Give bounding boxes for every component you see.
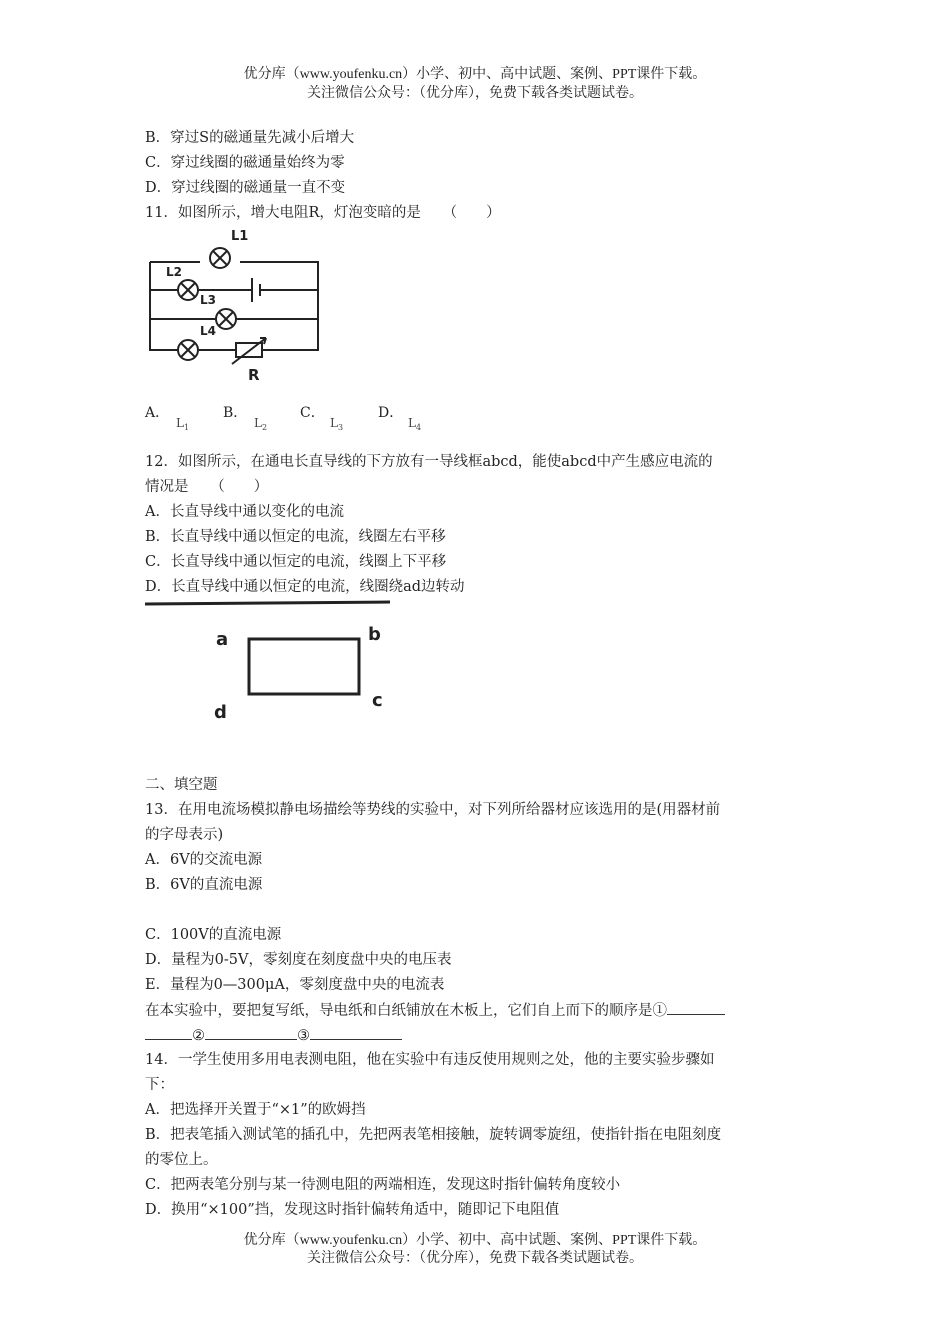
q14-step-b-line2: 的零位上。 <box>145 1152 218 1168</box>
q12-label-c: c <box>372 690 383 711</box>
q13-stem-line2: 的字母表示) <box>145 827 224 843</box>
q11-option-a-lamp <box>176 416 189 432</box>
q13-option-a: A．6V的交流电源 <box>145 852 263 868</box>
q13-option-b: B．6V的直流电源 <box>145 877 263 893</box>
q11-option-c-index: 3 <box>337 423 344 432</box>
q11-label-l3: L3 <box>200 293 216 307</box>
q13-order-question <box>145 1000 725 1021</box>
q11-option-a-index: 1 <box>183 423 190 432</box>
q11-label-r: R <box>248 366 260 384</box>
page-footer-line1: 优分库（www.youfenku.cn）小学、初中、高中试题、案例、PPT课件下载。 <box>243 1233 707 1248</box>
q11-option-c-l: L <box>330 416 338 430</box>
q11-option-b-index: 2 <box>261 423 268 432</box>
q12-option-c: C．长直导线中通以恒定的电流，线圈上下平移 <box>145 554 447 570</box>
q11-option-c-letter: C． <box>300 405 325 421</box>
q11-option-a-letter: A． <box>145 405 170 421</box>
q12-option-b: B．长直导线中通以恒定的电流，线圈左右平移 <box>145 529 446 545</box>
q12-wire-loop-diagram <box>140 598 410 728</box>
q10-option-c: C．穿过线圈的磁通量始终为零 <box>145 155 345 171</box>
q14-step-a: A．把选择开关置于“×1”的欧姆挡 <box>145 1102 366 1118</box>
q14-step-b-line1: B．把表笔插入测试笔的插孔中，先把两表笔相接触，旋转调零旋纽，使指针指在电阻刻度 <box>145 1127 722 1143</box>
q13-mark-3: ③ <box>297 1028 310 1044</box>
section-title-fill-in: 二、填空题 <box>145 777 218 793</box>
q12-wire-frame <box>249 639 359 694</box>
q11-label-l4: L4 <box>200 324 216 338</box>
q12-label-b: b <box>368 624 381 645</box>
q10-option-d: D．穿过线圈的磁通量一直不变 <box>145 180 346 196</box>
q13-mark-2: ② <box>192 1028 205 1044</box>
q12-option-a: A．长直导线中通以变化的电流 <box>145 504 344 520</box>
q14-stem-line2: 下： <box>145 1077 174 1093</box>
q13-order-blanks <box>145 1025 402 1046</box>
q12-stem-line2: 情况是 （ ） <box>145 479 269 495</box>
q11-label-l2: L2 <box>166 265 182 279</box>
q13-option-e: E．量程为0—300μA，零刻度盘中央的电流表 <box>145 977 445 993</box>
q11-label-l1: L1 <box>231 229 249 244</box>
q11-option-c-lamp <box>330 416 343 432</box>
q11-option-d-lamp <box>408 416 421 432</box>
q11-option-b-lamp <box>254 416 267 432</box>
q13-stem-line1: 13．在用电流场模拟静电场描绘等势线的实验中，对下列所给器材应该选用的是(用器材前 <box>145 802 721 818</box>
q11-option-b-letter: B． <box>223 405 248 421</box>
q11-option-d-l: L <box>408 416 416 430</box>
q13-option-d: D．量程为0-5V，零刻度在刻度盘中央的电压表 <box>145 952 452 968</box>
q11-option-a-l: L <box>176 416 184 430</box>
q11-option-b-l: L <box>254 416 262 430</box>
q11-circuit-diagram <box>140 222 340 387</box>
q14-stem-line1: 14．一学生使用多用电表测电阻，他在实验中有违反使用规则之处，他的主要实验步骤如 <box>145 1052 715 1068</box>
q12-stem-line1: 12．如图所示，在通电长直导线的下方放有一导线框abcd，能使abcd中产生感应电流的 <box>145 454 713 470</box>
q13-blank-1b[interactable] <box>145 1025 192 1040</box>
q13-blank-3[interactable] <box>310 1025 402 1040</box>
q13-blank-2[interactable] <box>205 1025 297 1040</box>
q13-option-c: C．100V的直流电源 <box>145 927 282 943</box>
q11-stem: 11．如图所示，增大电阻R，灯泡变暗的是 （ ） <box>145 205 501 221</box>
q11-option-d-index: 4 <box>415 423 422 432</box>
q12-option-d: D．长直导线中通以恒定的电流，线圈绕ad边转动 <box>145 579 465 595</box>
q12-label-d: d <box>214 702 227 723</box>
page-header-line2: 关注微信公众号：（优分库），免费下载各类试题试卷。 <box>307 86 643 101</box>
q11-option-d-letter: D． <box>378 405 404 421</box>
q13-order-text: 在本实验中，要把复写纸，导电纸和白纸铺放在木板上，它们自上而下的顺序是① <box>145 1003 667 1019</box>
q14-step-d: D．换用“×100”挡，发现这时指针偏转角适中，随即记下电阻值 <box>145 1202 560 1218</box>
q14-step-c: C．把两表笔分别与某一待测电阻的两端相连，发现这时指针偏转角度较小 <box>145 1177 621 1193</box>
q12-long-wire <box>145 602 390 604</box>
page-footer-line2: 关注微信公众号：（优分库），免费下载各类试题试卷。 <box>307 1251 643 1266</box>
page-header-line1: 优分库（www.youfenku.cn）小学、初中、高中试题、案例、PPT课件下载。 <box>243 67 707 82</box>
q12-label-a: a <box>216 629 229 650</box>
q10-option-b: B．穿过S的磁通量先减小后增大 <box>145 130 355 146</box>
q13-blank-1a[interactable] <box>667 1000 725 1015</box>
